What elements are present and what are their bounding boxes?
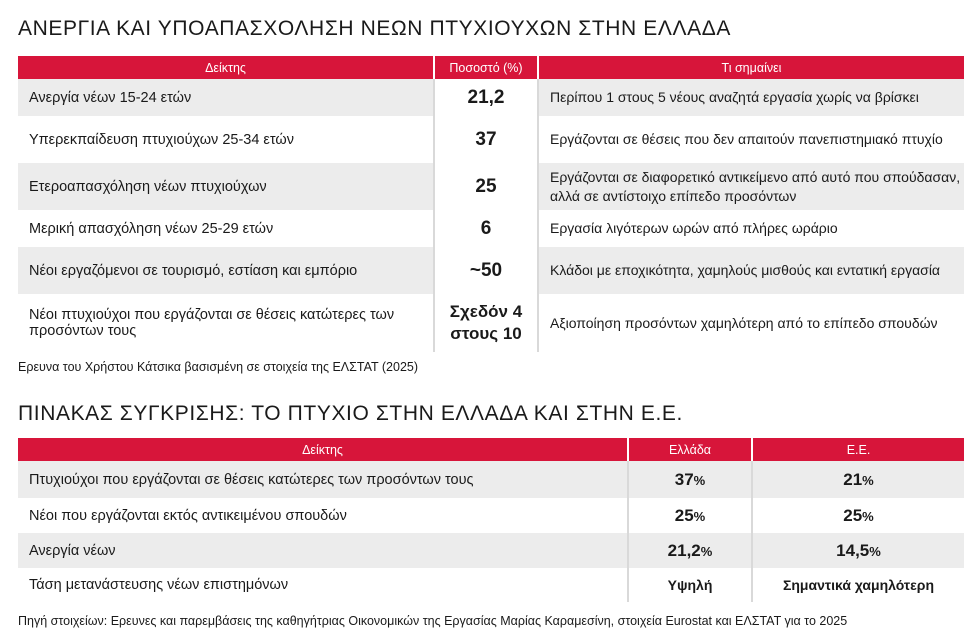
greece-cell xyxy=(628,461,752,498)
greece-cell xyxy=(628,498,752,533)
table-row xyxy=(18,210,964,247)
header-indicator: Δείκτης xyxy=(18,56,434,79)
eu-cell xyxy=(752,498,964,533)
header-meaning: Τι σημαίνει xyxy=(538,56,964,79)
indicator-cell: Ανεργία νέων 15-24 ετών xyxy=(18,79,434,116)
indicator-cell: Νέοι που εργάζονται εκτός αντικειμένου σπουδών xyxy=(18,498,628,533)
eu-value: Σημαντικά χαμηλότερη xyxy=(782,577,935,593)
meaning-cell: Κλάδοι με εποχικότητα, χαμηλούς μισθούς και εντατική εργασία xyxy=(538,247,964,294)
section2-source-note: Πηγή στοιχείων: Ερευνες και παρεμβάσεις της καθηγήτριας Οικονομικών της Εργασίας Μαρίας Καραμεσίνη, στοιχεία Eurostat και ΕΛΣΤΑΤ για το 2025 xyxy=(18,614,848,628)
eu-value: 21 xyxy=(843,469,863,489)
indicator-cell: Ετεροαπασχόληση νέων πτυχιούχων xyxy=(18,163,434,210)
eu-cell xyxy=(752,533,964,568)
greece-value: Υψηλή xyxy=(667,577,713,593)
section1-title: ΑΝΕΡΓΙΑ ΚΑΙ ΥΠΟΑΠΑΣΧΟΛΗΣΗ ΝΕΩΝ ΠΤΥΧΙΟΥΧΩΝ ΣΤΗΝ ΕΛΛΑΔΑ xyxy=(18,17,731,40)
section2-title: ΠΙΝΑΚΑΣ ΣΥΓΚΡΙΣΗΣ: ΤΟ ΠΤΥΧΙΟ ΣΤΗΝ ΕΛΛΑΔΑ ΚΑΙ ΣΤΗΝ Ε.Ε. xyxy=(18,402,683,425)
header-greece: Ελλάδα xyxy=(628,438,752,461)
eu-unit: % xyxy=(869,543,881,559)
table-row xyxy=(18,79,964,116)
value-cell: 21,2 xyxy=(434,79,538,116)
indicator-cell: Μερική απασχόληση νέων 25-29 ετών xyxy=(18,210,434,247)
greece-unit: % xyxy=(693,472,706,488)
table-header-row xyxy=(18,56,964,79)
table-row xyxy=(18,533,964,568)
table-header-row xyxy=(18,438,964,461)
greece-unit: % xyxy=(693,508,706,524)
greece-value: 37 xyxy=(674,469,694,489)
greece-unit: % xyxy=(700,543,713,559)
header-percent: Ποσοστό (%) xyxy=(434,56,538,79)
header-eu: Ε.Ε. xyxy=(752,438,964,461)
meaning-cell: Περίπου 1 στους 5 νέους αναζητά εργασία χωρίς να βρίσκει xyxy=(538,79,964,116)
value-cell: 37 xyxy=(434,116,538,163)
greece-value: 25 xyxy=(674,505,694,525)
indicator-cell: Νέοι εργαζόμενοι σε τουρισμό, εστίαση και εμπόριο xyxy=(18,247,434,294)
meaning-cell: Εργάζονται σε θέσεις που δεν απαιτούν πανεπιστημιακό πτυχίο xyxy=(538,116,964,163)
value-cell: ~50 xyxy=(434,247,538,294)
eu-value: 14,5 xyxy=(836,540,870,560)
greece-value: 21,2 xyxy=(667,540,701,560)
meaning-cell: Εργάζονται σε διαφορετικό αντικείμενο από αυτό που σπούδασαν, αλλά σε αντίστοιχο επίπεδο προσόντων xyxy=(538,163,964,210)
value-cell: 6 xyxy=(434,210,538,247)
table-row xyxy=(18,568,964,602)
table-row xyxy=(18,498,964,533)
greece-cell xyxy=(628,568,752,602)
table-row xyxy=(18,461,964,498)
table-row xyxy=(18,163,964,210)
meaning-cell: Αξιοποίηση προσόντων χαμηλότερη από το επίπεδο σπουδών xyxy=(538,294,964,352)
indicator-cell: Νέοι πτυχιούχοι που εργάζονται σε θέσεις κατώτερες των προσόντων τους xyxy=(18,294,434,352)
indicator-cell: Τάση μετανάστευσης νέων επιστημόνων xyxy=(18,568,628,602)
eu-cell xyxy=(752,461,964,498)
indicator-cell: Υπερεκπαίδευση πτυχιούχων 25-34 ετών xyxy=(18,116,434,163)
table-row xyxy=(18,294,964,352)
section1-source-note: Ερευνα του Χρήστου Κάτσικα βασισμένη σε στοιχεία της ΕΛΣΤΑΤ (2025) xyxy=(18,360,419,374)
header-indicator: Δείκτης xyxy=(18,438,628,461)
indicator-cell: Ανεργία νέων xyxy=(18,533,628,568)
eu-unit: % xyxy=(862,508,874,524)
unemployment-table xyxy=(18,56,964,352)
value-cell: Σχεδόν 4 στους 10 xyxy=(434,294,538,352)
indicator-cell: Πτυχιούχοι που εργάζονται σε θέσεις κατώτερες των προσόντων τους xyxy=(18,461,628,498)
eu-value: 25 xyxy=(843,505,863,525)
meaning-cell: Εργασία λιγότερων ωρών από πλήρες ωράριο xyxy=(538,210,964,247)
table-row xyxy=(18,116,964,163)
eu-cell xyxy=(752,568,964,602)
greece-cell xyxy=(628,533,752,568)
table-row xyxy=(18,247,964,294)
value-cell: 25 xyxy=(434,163,538,210)
eu-unit: % xyxy=(862,472,874,488)
comparison-table xyxy=(18,438,964,602)
